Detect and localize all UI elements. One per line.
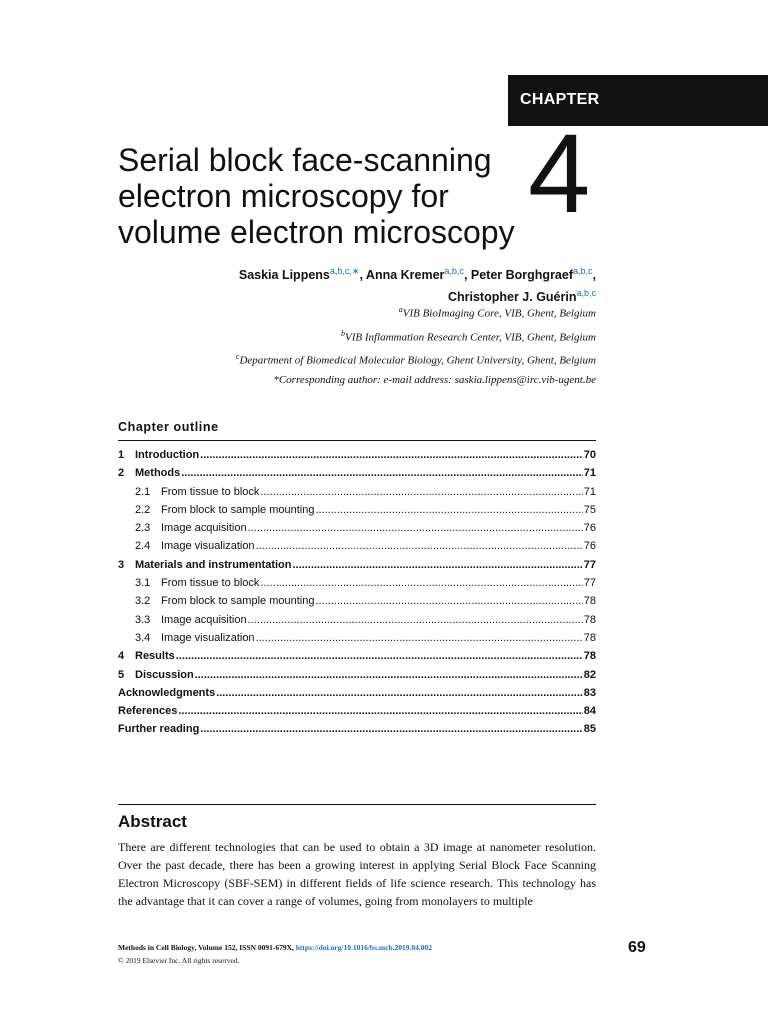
- author-affiliation-marker[interactable]: a,b,c,∗: [329, 266, 360, 276]
- toc-entry-page: 75: [583, 503, 596, 516]
- toc-entry[interactable]: [118, 556, 596, 574]
- toc-entry-label: Image acquisition: [161, 613, 247, 626]
- toc-entry[interactable]: [118, 684, 596, 702]
- toc-entry-number: 1: [118, 449, 125, 461]
- toc-entry-page: 71: [583, 485, 596, 498]
- toc-entry-number: 4: [118, 650, 125, 663]
- chapter-outline-heading: Chapter outline: [118, 420, 219, 434]
- author-affiliation-marker[interactable]: a,b,c: [573, 266, 593, 276]
- toc-entry-number: 3: [118, 558, 125, 571]
- toc-dot-leader: [176, 647, 583, 665]
- toc-entry-label: From block to sample mounting: [161, 503, 315, 516]
- toc-entry[interactable]: [118, 629, 596, 647]
- toc-entry-label: Introduction: [135, 449, 200, 461]
- toc-entry[interactable]: [118, 647, 596, 665]
- toc-entry-page: 85: [583, 723, 596, 736]
- journal-citation: [118, 943, 432, 952]
- toc-entry-number: 3.1: [135, 577, 151, 590]
- author-separator: ,: [463, 268, 471, 283]
- toc-entry[interactable]: [118, 464, 596, 482]
- toc-entry-number: 2.4: [135, 540, 151, 553]
- toc-entry-number: 2.3: [135, 522, 151, 535]
- toc-dot-leader: [200, 446, 583, 464]
- toc-dot-leader: [248, 519, 583, 537]
- chapter-label: CHAPTER: [520, 91, 600, 108]
- toc-entry-page: 71: [583, 467, 596, 480]
- toc-entry-page: 76: [583, 540, 596, 553]
- toc-entry-page: 78: [583, 613, 596, 626]
- toc-entry[interactable]: [118, 592, 596, 610]
- affiliation: [76, 347, 596, 371]
- toc-dot-leader: [260, 483, 582, 501]
- affiliation-text: VIB Inflammation Research Center, VIB, Ghent, Belgium: [344, 331, 596, 344]
- author-separator: ,: [359, 268, 366, 283]
- toc-entry[interactable]: [118, 611, 596, 629]
- abstract-divider: [118, 804, 596, 805]
- toc-entry-label: From tissue to block: [161, 577, 260, 590]
- corresponding-author-text: *Corresponding author: e-mail address: saskia.lippens@irc.vib-ugent.be: [273, 373, 596, 386]
- toc-entry-label: Image visualization: [161, 540, 255, 553]
- toc-dot-leader: [292, 556, 582, 574]
- toc-entry-page: 78: [583, 631, 596, 644]
- toc-entry-page: 77: [583, 577, 596, 590]
- toc-entry-number: 3.4: [135, 631, 151, 644]
- affiliation-list: [76, 300, 596, 390]
- chapter-title: [118, 142, 528, 250]
- toc-entry-page: 70: [583, 449, 596, 461]
- copyright-notice: © 2019 Elsevier Inc. All rights reserved.: [118, 956, 240, 965]
- corresponding-author: [76, 371, 596, 390]
- toc-dot-leader: [195, 666, 583, 684]
- affiliation-marker: c: [235, 352, 240, 362]
- chapter-number: 4: [528, 111, 591, 236]
- toc-entry-page: 78: [583, 650, 596, 663]
- toc-entry-label: Acknowledgments: [118, 686, 216, 699]
- doi-link[interactable]: https://doi.org/10.1016/bs.mcb.2019.04.002: [295, 943, 432, 952]
- toc-entry-page: 78: [583, 595, 596, 608]
- toc-dot-leader: [181, 464, 583, 482]
- title-line: volume electron microscopy: [118, 214, 515, 250]
- abstract-text: There are different technologies that can be used to obtain a 3D image at nanometer resolution. Over the past decade, there has been a growing interest in applying Serial Block Face Scanning Electron Microscopy (SBF-SEM) in different fields of life science research. This technology has the advantage that it can cover a range of volumes, going from monolayers to multiple: [118, 840, 596, 908]
- toc-entry[interactable]: [118, 519, 596, 537]
- title-line: electron microscopy for: [118, 178, 449, 214]
- toc-entry-page: 84: [583, 705, 596, 718]
- toc-dot-leader: [260, 574, 582, 592]
- toc-entry-page: 82: [583, 668, 596, 681]
- toc-entry-page: 77: [583, 558, 596, 571]
- abstract-heading: Abstract: [118, 812, 187, 831]
- toc-dot-leader: [256, 629, 583, 647]
- toc-entry[interactable]: [118, 483, 596, 501]
- toc-dot-leader: [200, 720, 582, 738]
- toc-dot-leader: [315, 592, 582, 610]
- toc-entry[interactable]: [118, 501, 596, 519]
- toc-entry-label: Image acquisition: [161, 522, 247, 535]
- author-affiliation-marker[interactable]: a,b,c: [444, 266, 464, 276]
- affiliation-text: VIB BioImaging Core, VIB, Ghent, Belgium: [402, 307, 596, 320]
- page-number: 69: [628, 939, 646, 956]
- toc-entry-number: 2.2: [135, 503, 151, 516]
- toc-entry[interactable]: [118, 446, 596, 464]
- author-name: Peter Borghgraef: [470, 268, 573, 283]
- toc-entry-label: Discussion: [135, 668, 194, 681]
- toc-entry-number: 2.1: [135, 485, 151, 498]
- toc-entry-number: 3.2: [135, 595, 151, 608]
- toc-dot-leader: [216, 684, 583, 702]
- toc-entry[interactable]: [118, 720, 596, 738]
- table-of-contents: [118, 446, 596, 739]
- author-name: Saskia Lippens: [238, 268, 330, 283]
- citation-text: Methods in Cell Biology, Volume 152, ISSN 0091-679X,: [118, 943, 296, 952]
- toc-entry-number: 2: [118, 467, 125, 480]
- toc-entry-page: 83: [583, 686, 596, 699]
- toc-entry-label: Image visualization: [161, 631, 255, 644]
- toc-dot-leader: [315, 501, 582, 519]
- toc-dot-leader: [256, 537, 583, 555]
- author-separator: ,: [592, 268, 596, 283]
- author-name: Anna Kremer: [365, 268, 445, 283]
- title-line: Serial block face-scanning: [118, 142, 492, 178]
- toc-entry-label: Methods: [135, 467, 181, 480]
- toc-dot-leader: [248, 611, 583, 629]
- toc-entry[interactable]: [118, 537, 596, 555]
- toc-entry-label: References: [118, 705, 178, 718]
- author-name: Christopher J. Guérin: [447, 290, 577, 305]
- affiliation-text: Department of Biomedical Molecular Biology, Ghent University, Ghent, Belgium: [239, 354, 596, 367]
- toc-entry[interactable]: [118, 666, 596, 684]
- toc-entry-label: Further reading: [118, 723, 200, 736]
- outline-divider: [118, 440, 596, 441]
- affiliation-marker: b: [340, 328, 345, 338]
- toc-entry[interactable]: [118, 574, 596, 592]
- toc-dot-leader: [178, 702, 582, 720]
- toc-entry[interactable]: [118, 702, 596, 720]
- author-affiliation-marker[interactable]: a,b,c: [576, 288, 596, 299]
- toc-entry-number: 3.3: [135, 613, 151, 626]
- toc-entry-label: Materials and instrumentation: [135, 558, 292, 571]
- toc-entry-label: Results: [135, 650, 175, 663]
- toc-entry-label: From tissue to block: [161, 485, 260, 498]
- toc-entry-label: From block to sample mounting: [161, 595, 315, 608]
- affiliation: [76, 300, 596, 324]
- affiliation: [76, 324, 596, 348]
- toc-entry-page: 76: [583, 522, 596, 535]
- affiliation-marker: a: [398, 305, 403, 314]
- toc-entry-number: 5: [118, 668, 125, 681]
